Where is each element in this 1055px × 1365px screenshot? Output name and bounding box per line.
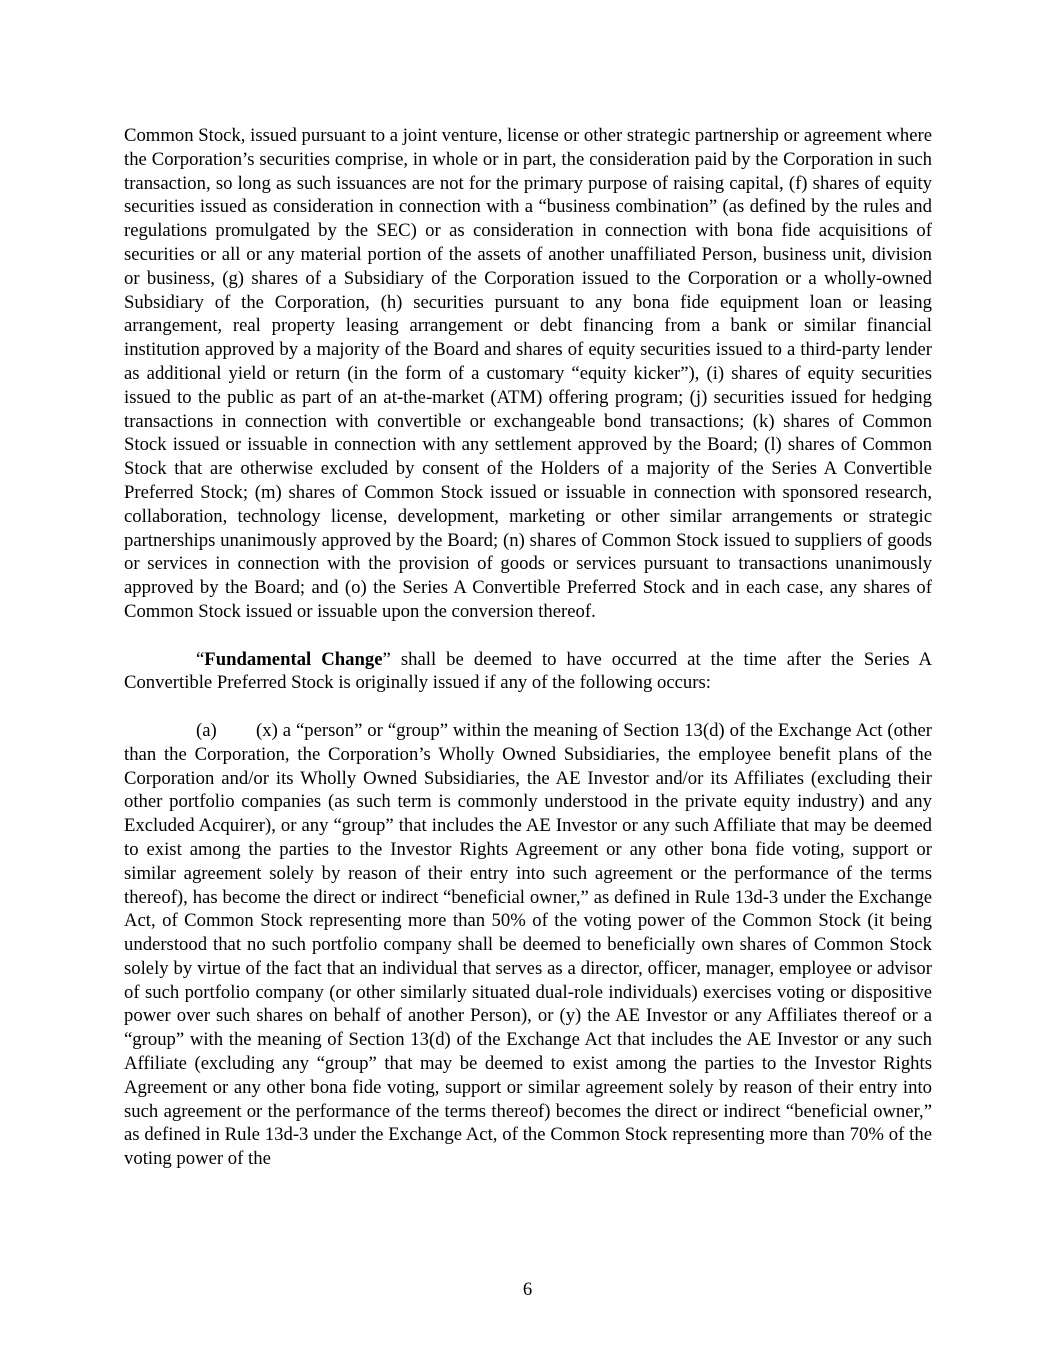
paragraph-text: shall be deemed to have occurred at the time after the Series A Convertible Preferred Stock is originally issued if any of the following occurs: bbox=[124, 648, 932, 694]
paragraph-clause-a bbox=[124, 719, 932, 1171]
document-page bbox=[124, 124, 932, 1171]
paragraph-text: Common Stock, issued pursuant to a joint venture, license or other strategic partnership or agreement where the Corporation’s securities comprise, in whole or in part, the consideration paid by the Corporation in such transaction, so long as such issuances are not for the primary purpose of raising capital, (f) shares of equity securities issued as consideration in connection with a “business combination” (as defined by the rules and regulations promulgated by the SEC) or as consideration in connection with bona fide acquisitions of securities or all or any material portion of the assets of another unaffiliated Person, business unit, division or business, (g) shares of a Subsidiary of the Corporation issued to the Corporation or a wholly-owned Subsidiary of the Corporation, (h) securities pursuant to any bona fide equipment loan or leasing arrangement, real property leasing arrangement or debt financing from a bank or similar financial institution approved by a majority of the Board and shares of equity securities issued to a third-party lender as additional yield or return (in the form of a customary “equity kicker”), (i) shares of equity securities issued to the public as part of an at-the-market (ATM) offering program; (j) securities issued for hedging transactions in connection with convertible or exchangeable bond transactions; (k) shares of Common Stock issued or issuable in connection with any settlement approved by the Board; (l) shares of Common Stock that are otherwise excluded by consent of the Holders of a majority of the Series A Convertible Preferred Stock; (m) shares of Common Stock issued or issuable in connection with sponsored research, collaboration, technology license, development, marketing or other similar arrangements or strategic partnerships unanimously approved by the Board; (n) shares of Common Stock issued to suppliers of goods or services in connection with the provision of goods or services pursuant to transactions unanimously approved by the Board; and (o) the Series A Convertible Preferred Stock and in each case, any shares of Common Stock issued or issuable upon the conversion thereof. bbox=[124, 125, 933, 622]
paragraph-fundamental-change-definition bbox=[124, 648, 932, 696]
defined-term-fundamental-change: Fundamental Change bbox=[204, 648, 383, 670]
close-quote: ” bbox=[382, 648, 391, 670]
paragraph-excluded-securities-continuation bbox=[124, 124, 932, 624]
open-quote: “ bbox=[196, 648, 205, 670]
page-number: 6 bbox=[522, 1279, 533, 1300]
paragraph-text: (x) a “person” or “group” within the meaning of Section 13(d) of the Exchange Act (other than the Corporation, the Corporation’s Wholly Owned Subsidiaries, the employee benefit plans of the Corporation and/or its Wholly Owned Subsidiaries, the AE Investor and/or its Affiliates (excluding their other portfolio companies (as such term is commonly understood in the private equity industry) and any Excluded Acquirer), or any “group” that includes the AE Investor or any such Affiliate that may be deemed to exist among the parties to the Investor Rights Agreement or any other bona fide voting, support or similar agreement solely by reason of their entry into such agreement or the performance of the terms thereof), has become the direct or indirect “beneficial owner,” as defined in Rule 13d-3 under the Exchange Act, of Common Stock representing more than 50% of the voting power of the Common Stock (it being understood that no such portfolio company shall be deemed to beneficially own shares of Common Stock solely by virtue of the fact that an individual that serves as a director, officer, manager, employee or advisor of such portfolio company (or other similarly situated dual-role individuals) exercises voting or dispositive power over such shares on behalf of another Person), or (y) the AE Investor or any Affiliates thereof or a “group” with the meaning of Section 13(d) of the Exchange Act that includes the AE Investor or any such Affiliate (excluding any “group” that may be deemed to exist among the parties to the Investor Rights Agreement or any other bona fide voting, support or similar agreement solely by reason of their entry into such agreement or the performance of the terms thereof) becomes the direct or indirect “beneficial owner,” as defined in Rule 13d-3 under the Exchange Act, of the Common Stock representing more than 70% of the voting power of the bbox=[124, 719, 932, 1170]
clause-label: (a) bbox=[196, 719, 217, 741]
